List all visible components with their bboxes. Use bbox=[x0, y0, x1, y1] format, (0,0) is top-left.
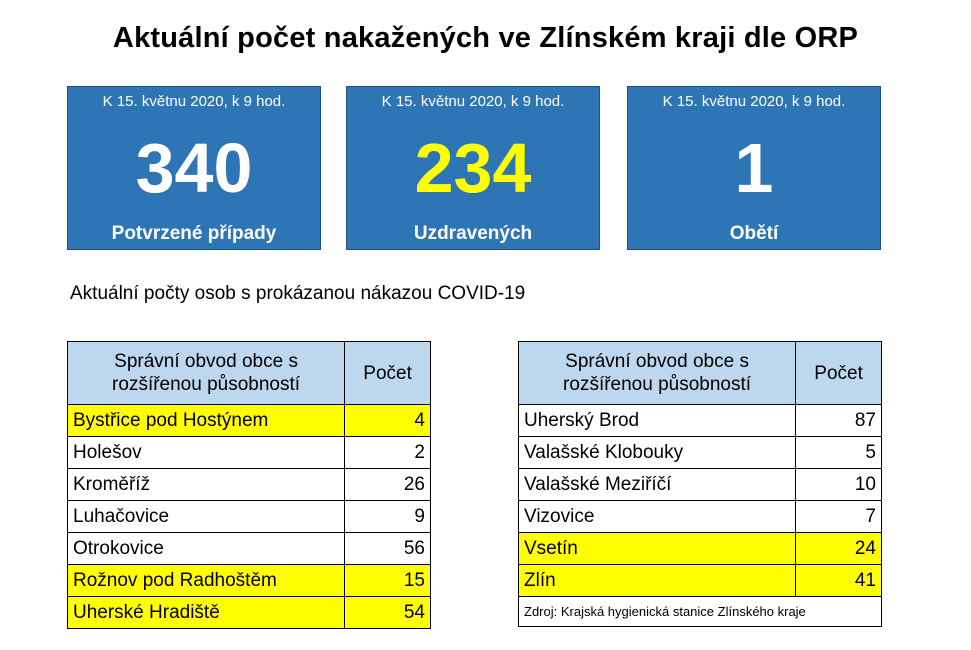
table-row bbox=[519, 533, 882, 565]
table-header-row bbox=[68, 342, 431, 405]
card-date: K 15. květnu 2020, k 9 hod. bbox=[662, 93, 846, 110]
case-count: 2 bbox=[345, 437, 431, 469]
district-name: Vizovice bbox=[519, 501, 796, 533]
card-value: 340 bbox=[135, 129, 253, 207]
page-title: Aktuální počet nakažených ve Zlínském kraji dle ORP bbox=[112, 22, 859, 54]
case-count: 87 bbox=[796, 405, 882, 437]
district-name: Luhačovice bbox=[68, 501, 345, 533]
table-row bbox=[68, 565, 431, 597]
table-row bbox=[68, 533, 431, 565]
card-label: Obětí bbox=[729, 223, 779, 244]
table-row bbox=[68, 405, 431, 437]
source-note: Zdroj: Krajská hygienická stanice Zlínského kraje bbox=[519, 597, 882, 627]
table-row bbox=[68, 597, 431, 629]
case-count: 4 bbox=[345, 405, 431, 437]
table-row bbox=[68, 437, 431, 469]
deaths-card bbox=[627, 86, 881, 250]
table-row bbox=[68, 501, 431, 533]
card-date: K 15. květnu 2020, k 9 hod. bbox=[381, 93, 565, 110]
right-table bbox=[518, 341, 882, 627]
case-count: 24 bbox=[796, 533, 882, 565]
case-count: 26 bbox=[345, 469, 431, 501]
table-row bbox=[519, 437, 882, 469]
district-name: Uherské Hradiště bbox=[68, 597, 345, 629]
confirmed-cases-card bbox=[67, 86, 321, 250]
district-name: Otrokovice bbox=[68, 533, 345, 565]
district-name: Uherský Brod bbox=[519, 405, 796, 437]
district-name: Holešov bbox=[68, 437, 345, 469]
card-label: Uzdravených bbox=[413, 223, 533, 244]
recovered-card bbox=[346, 86, 600, 250]
district-name: Kroměříž bbox=[68, 469, 345, 501]
case-count: 41 bbox=[796, 565, 882, 597]
header-count: Počet bbox=[796, 342, 882, 405]
district-name: Valašské Klobouky bbox=[519, 437, 796, 469]
card-value: 234 bbox=[414, 129, 532, 207]
table-row bbox=[519, 501, 882, 533]
card-value: 1 bbox=[734, 129, 774, 207]
header-district: Správní obvod obce s rozšířenou působností bbox=[519, 342, 796, 405]
case-count: 54 bbox=[345, 597, 431, 629]
district-name: Valašské Meziříčí bbox=[519, 469, 796, 501]
card-label: Potvrzené případy bbox=[111, 223, 277, 244]
table-header-row bbox=[519, 342, 882, 405]
district-name: Vsetín bbox=[519, 533, 796, 565]
case-count: 5 bbox=[796, 437, 882, 469]
case-count: 15 bbox=[345, 565, 431, 597]
header-district: Správní obvod obce s rozšířenou působností bbox=[68, 342, 345, 405]
table-row bbox=[519, 469, 882, 501]
subtitle: Aktuální počty osob s prokázanou nákazou COVID-19 bbox=[70, 283, 526, 304]
source-row bbox=[519, 597, 882, 627]
table-row bbox=[519, 565, 882, 597]
table-row bbox=[519, 405, 882, 437]
card-date: K 15. květnu 2020, k 9 hod. bbox=[102, 93, 286, 110]
district-name: Bystřice pod Hostýnem bbox=[68, 405, 345, 437]
case-count: 56 bbox=[345, 533, 431, 565]
district-name: Rožnov pod Radhoštěm bbox=[68, 565, 345, 597]
header-count: Počet bbox=[345, 342, 431, 405]
table-row bbox=[68, 469, 431, 501]
case-count: 9 bbox=[345, 501, 431, 533]
case-count: 10 bbox=[796, 469, 882, 501]
left-table bbox=[67, 341, 431, 629]
district-name: Zlín bbox=[519, 565, 796, 597]
case-count: 7 bbox=[796, 501, 882, 533]
